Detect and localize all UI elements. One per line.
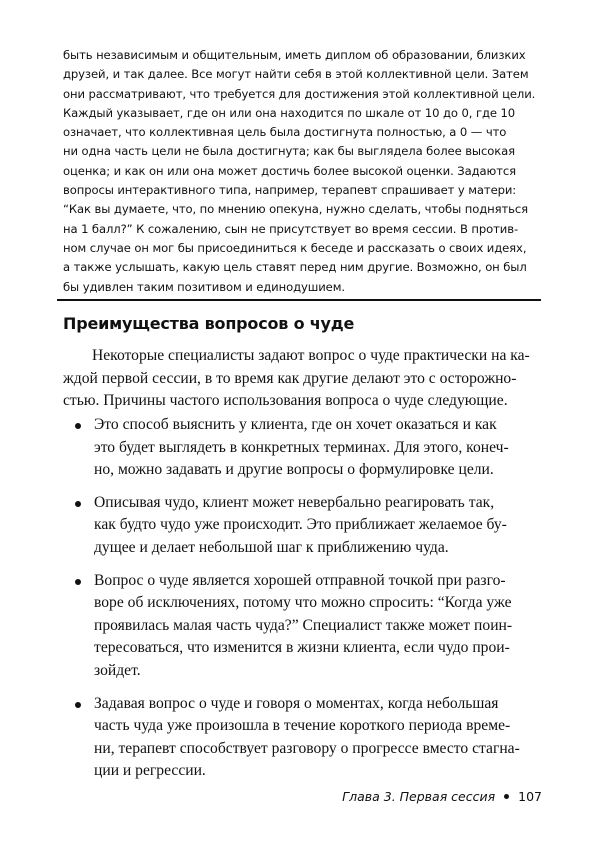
- bullet-line: дущее и делает небольшой шаг к приближению чуда.: [94, 538, 449, 556]
- bullet-list: [63, 414, 543, 793]
- box-line: “Как вы думаете, что, по мнению опекуна, нужно сделать, чтобы подняться: [63, 202, 528, 217]
- paragraph-line: ждой первой сессии, в то время как другие делают это с осторожно-: [63, 369, 517, 387]
- bullet-line: ни, терапевт способствует разговору о прогрессе вместо стагна-: [94, 739, 520, 757]
- list-item: [63, 414, 543, 482]
- box-line: они рассматривают, что требуется для достижения этой коллективной цели.: [63, 86, 536, 101]
- page-footer: [342, 788, 542, 806]
- list-item: [63, 570, 543, 683]
- bullet-line: Задавая вопрос о чуде и говоря о моментах, когда небольшая: [94, 694, 499, 712]
- box-line: оценка; и как он или она может достичь более высокой оценки. Задаются: [63, 163, 516, 178]
- list-item: [63, 492, 543, 560]
- intro-paragraph: [63, 345, 543, 413]
- bullet-line: Описывая чудо, клиент может невербально реагировать так,: [94, 493, 495, 511]
- bullet-icon: [75, 579, 81, 585]
- box-line: бы удивлен таким позитивом и единодушием.: [63, 279, 345, 294]
- bullet-line: как будто чудо уже происходит. Это приближает желаемое бу-: [94, 516, 507, 534]
- paragraph-line: стью. Причины частого использования вопроса о чуде следующие.: [63, 392, 508, 410]
- box-line: а также услышать, какую цель ставят перед ним другие. Возможно, он был: [63, 260, 527, 275]
- running-footer-chapter: Глава 3. Первая сессия: [342, 789, 496, 804]
- bullet-icon: [75, 702, 81, 708]
- box-line: друзей, и так далее. Все могут найти себя в этой коллективной цели. Затем: [63, 67, 529, 82]
- bullet-line: но, можно задавать и другие вопросы о формулировке цели.: [94, 461, 494, 479]
- bullet-icon: [75, 501, 81, 507]
- bullet-line: это будет выглядеть в конкретных терминах. Для этого, конеч-: [94, 438, 509, 456]
- bullet-line: тересоваться, что изменится в жизни клиента, если чудо прои-: [94, 639, 510, 657]
- bullet-line: зойдет.: [94, 661, 141, 679]
- page-number: 107: [518, 789, 542, 804]
- box-line: Каждый указывает, где он или она находится по шкале от 10 до 0, где 10: [63, 105, 516, 120]
- bullet-icon: [75, 423, 81, 429]
- bullet-line: Это способ выяснить у клиента, где он хочет оказаться и как: [94, 416, 497, 433]
- paragraph-line: Некоторые специалисты задают вопрос о чуде практически на ка-: [92, 347, 530, 364]
- case-example-box: [63, 46, 541, 297]
- bullet-line: часть чуда уже произошла в течение короткого периода време-: [94, 717, 511, 735]
- box-line: быть независимым и общительным, иметь диплом об образовании, близких: [63, 48, 526, 62]
- bullet-line: воре об исключениях, потому что можно спросить: “Когда уже: [94, 594, 512, 612]
- bullet-line: Вопрос о чуде является хорошей отправной точкой при разго-: [94, 571, 506, 589]
- list-item: [63, 693, 543, 783]
- bullet-line: ции и регрессии.: [94, 762, 206, 780]
- section-heading: Преимущества вопросов о чуде: [63, 314, 355, 333]
- footer-separator-dot-icon: [504, 794, 509, 799]
- box-line: ном случае он мог бы присоединиться к беседе и рассказать о своих идеях,: [63, 240, 527, 255]
- bullet-line: проявилась малая часть чуда?” Специалист также может поин-: [94, 616, 513, 634]
- box-line: ни одна часть цели не была достигнута; как бы выглядела более высокая: [63, 144, 516, 159]
- box-line: вопросы интерактивного типа, например, терапевт спрашивает у матери:: [63, 183, 517, 198]
- box-line: на 1 балл?” К сожалению, сын не присутствует во время сессии. В против-: [63, 221, 519, 236]
- box-bottom-rule: [57, 299, 541, 301]
- box-line: означает, что коллективная цель была достигнута полностью, а 0 — что: [63, 125, 507, 140]
